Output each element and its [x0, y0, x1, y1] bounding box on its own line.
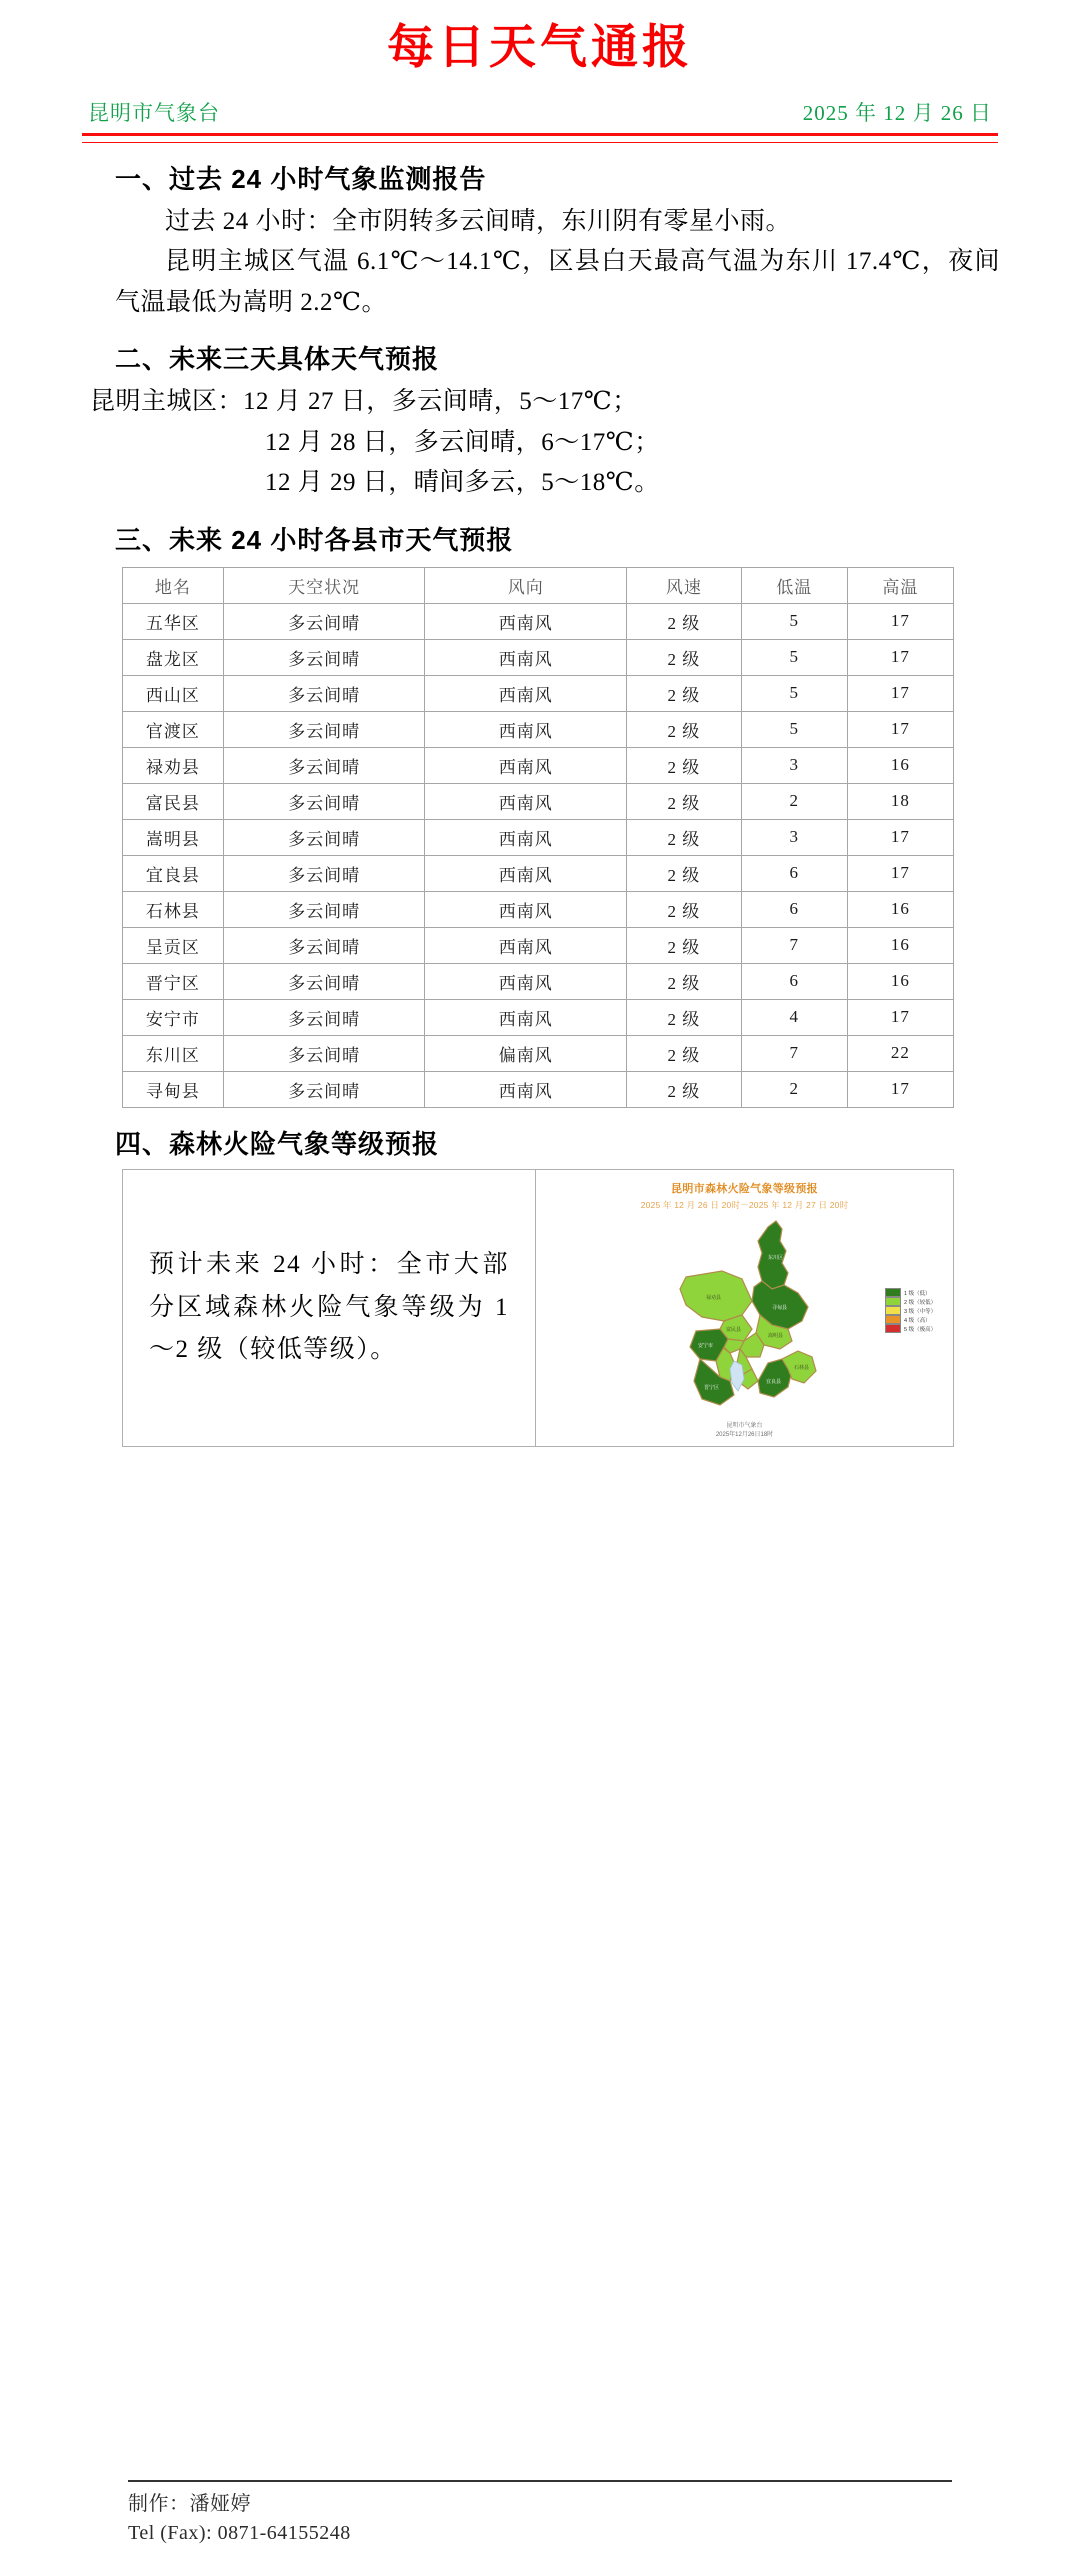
- table-row: [123, 963, 954, 999]
- cell-sky: 多云间晴: [223, 855, 425, 891]
- legend-label: 4 级（高）: [904, 1317, 931, 1324]
- section-1-heading: 一、过去 24 小时气象监测报告: [115, 163, 487, 194]
- issuer-name: 昆明市气象台: [88, 100, 220, 125]
- cell-low-temp: 7: [741, 1035, 847, 1071]
- section-3-heading: 三、未来 24 小时各县市天气预报: [115, 524, 514, 555]
- cell-name: 官渡区: [123, 711, 224, 747]
- cell-high-temp: 18: [847, 783, 953, 819]
- cell-name: 五华区: [123, 603, 224, 639]
- table-row: [123, 855, 954, 891]
- fire-risk-text: 预计未来 24 小时：全市大部分区域森林火险气象等级为 1～2 级（较低等级）。: [149, 1251, 509, 1363]
- map-label-dongchuan: 东川区: [768, 1254, 784, 1261]
- cell-high-temp: 17: [847, 603, 953, 639]
- cell-name: 富民县: [123, 783, 224, 819]
- cell-high-temp: 17: [847, 999, 953, 1035]
- forecast-day-1: 12 月 27 日，多云间晴，5～17℃；: [243, 388, 638, 416]
- cell-sky: 多云间晴: [223, 963, 425, 999]
- cell-wind-speed: 2 级: [627, 999, 742, 1035]
- table-row: [123, 639, 954, 675]
- cell-wind-direction: 西南风: [425, 675, 627, 711]
- issuer-row: [60, 83, 1020, 133]
- footer-telephone: Tel (Fax): 0871-64155248: [128, 2522, 351, 2544]
- fire-risk-text-cell: [123, 1170, 536, 1446]
- cell-name: 西山区: [123, 675, 224, 711]
- map-title: 昆明市森林火险气象等级预报: [671, 1182, 818, 1195]
- legend-swatch: [885, 1324, 901, 1333]
- cell-name: 石林县: [123, 891, 224, 927]
- forecast-area-label: 昆明主城区：: [90, 388, 244, 416]
- section-2-heading: 二、未来三天具体天气预报: [115, 344, 440, 375]
- header-divider: [82, 133, 998, 143]
- cell-wind-speed: 2 级: [627, 603, 742, 639]
- cell-low-temp: 5: [741, 639, 847, 675]
- legend-swatch: [885, 1297, 901, 1306]
- cell-wind-direction: 偏南风: [425, 1035, 627, 1071]
- column-header-high-temp: 高温: [847, 567, 953, 603]
- legend-label: 3 级（中等）: [904, 1308, 937, 1315]
- table-header: [123, 567, 954, 603]
- cell-wind-speed: 2 级: [627, 819, 742, 855]
- table-row: [123, 603, 954, 639]
- map-label-songming: 嵩明县: [768, 1332, 784, 1339]
- fire-risk-map-cell: [536, 1170, 953, 1446]
- cell-name: 盘龙区: [123, 639, 224, 675]
- section-4-heading: 四、森林火险气象等级预报: [115, 1128, 440, 1159]
- cell-wind-direction: 西南风: [425, 639, 627, 675]
- cell-wind-speed: 2 级: [627, 1071, 742, 1107]
- cell-high-temp: 16: [847, 963, 953, 999]
- three-day-forecast: [90, 382, 1000, 504]
- forecast-day-2: 12 月 28 日，多云间晴，6～17℃；: [265, 428, 660, 456]
- column-header-name: 地名: [123, 567, 224, 603]
- footer-divider: [128, 2480, 952, 2482]
- cell-wind-speed: 2 级: [627, 747, 742, 783]
- legend-swatch: [885, 1315, 901, 1324]
- cell-wind-direction: 西南风: [425, 819, 627, 855]
- cell-wind-speed: 2 级: [627, 963, 742, 999]
- cell-low-temp: 5: [741, 603, 847, 639]
- table-row: [123, 675, 954, 711]
- cell-low-temp: 7: [741, 927, 847, 963]
- cell-high-temp: 16: [847, 747, 953, 783]
- cell-high-temp: 17: [847, 711, 953, 747]
- map-legend: [885, 1289, 937, 1334]
- forecast-day-3: 12 月 29 日，晴间多云，5～18℃。: [265, 469, 660, 497]
- cell-sky: 多云间晴: [223, 783, 425, 819]
- cell-sky: 多云间晴: [223, 927, 425, 963]
- cell-sky: 多云间晴: [223, 1071, 425, 1107]
- cell-name: 晋宁区: [123, 963, 224, 999]
- cell-high-temp: 17: [847, 819, 953, 855]
- map-label-luquan: 禄劝县: [706, 1294, 722, 1301]
- cell-wind-speed: 2 级: [627, 639, 742, 675]
- cell-low-temp: 6: [741, 855, 847, 891]
- table-row: [123, 999, 954, 1035]
- cell-wind-speed: 2 级: [627, 891, 742, 927]
- map-label-shilin: 石林县: [794, 1364, 810, 1371]
- cell-wind-speed: 2 级: [627, 711, 742, 747]
- cell-high-temp: 16: [847, 891, 953, 927]
- legend-item: [885, 1316, 937, 1324]
- cell-low-temp: 2: [741, 783, 847, 819]
- cell-name: 呈贡区: [123, 927, 224, 963]
- cell-name: 安宁市: [123, 999, 224, 1035]
- table-row: [123, 711, 954, 747]
- map-label-xundian: 寻甸县: [772, 1304, 788, 1311]
- map-label-jinning: 晋宁区: [704, 1384, 720, 1391]
- cell-high-temp: 17: [847, 639, 953, 675]
- table-body: [123, 603, 954, 1107]
- cell-sky: 多云间晴: [223, 747, 425, 783]
- cell-sky: 多云间晴: [223, 639, 425, 675]
- issue-date: 2025 年 12 月 26 日: [802, 100, 992, 125]
- cell-wind-direction: 西南风: [425, 891, 627, 927]
- cell-low-temp: 4: [741, 999, 847, 1035]
- table-header-row: [123, 567, 954, 603]
- legend-label: 2 级（较低）: [904, 1299, 937, 1306]
- cell-wind-direction: 西南风: [425, 963, 627, 999]
- legend-item: [885, 1298, 937, 1306]
- column-header-low-temp: 低温: [741, 567, 847, 603]
- table-row: [123, 747, 954, 783]
- legend-label: 1 级（低）: [904, 1290, 931, 1297]
- county-forecast-table: [122, 567, 954, 1108]
- cell-high-temp: 16: [847, 927, 953, 963]
- table-row: [123, 927, 954, 963]
- cell-wind-direction: 西南风: [425, 603, 627, 639]
- cell-wind-speed: 2 级: [627, 783, 742, 819]
- footer: [0, 2480, 1080, 2548]
- cell-low-temp: 5: [741, 711, 847, 747]
- legend-item: [885, 1325, 937, 1333]
- map-credit-line-1: 昆明市气象台: [726, 1423, 763, 1430]
- map-label-fumin: 富民县: [726, 1326, 742, 1333]
- cell-high-temp: 17: [847, 675, 953, 711]
- masthead: [60, 0, 1020, 83]
- footer-producer: 制作：潘娅婷: [128, 2493, 251, 2515]
- column-header-wind-speed: 风速: [627, 567, 742, 603]
- cell-wind-speed: 2 级: [627, 927, 742, 963]
- cell-name: 寻甸县: [123, 1071, 224, 1107]
- map-label-anning: 安宁市: [698, 1342, 714, 1349]
- cell-name: 宜良县: [123, 855, 224, 891]
- map-canvas: [536, 1211, 953, 1416]
- table-row: [123, 1035, 954, 1071]
- map-credit: [536, 1422, 953, 1439]
- section-1-paragraph-2: 昆明主城区气温 6.1℃～14.1℃，区县白天最高气温为东川 17.4℃，夜间气温最低为嵩明 2.2℃。: [115, 248, 1000, 316]
- cell-wind-direction: 西南风: [425, 711, 627, 747]
- column-header-wind-direction: 风向: [425, 567, 627, 603]
- cell-high-temp: 17: [847, 1071, 953, 1107]
- table-row: [123, 819, 954, 855]
- legend-swatch: [885, 1306, 901, 1315]
- cell-name: 东川区: [123, 1035, 224, 1071]
- cell-sky: 多云间晴: [223, 675, 425, 711]
- cell-low-temp: 5: [741, 675, 847, 711]
- map-credit-line-2: 2025年12月26日18时: [715, 1432, 774, 1439]
- forecast-line-1: [90, 382, 1000, 423]
- cell-wind-direction: 西南风: [425, 783, 627, 819]
- cell-low-temp: 2: [741, 1071, 847, 1107]
- cell-sky: 多云间晴: [223, 603, 425, 639]
- page-title: 每日天气通报: [387, 20, 693, 73]
- cell-low-temp: 3: [741, 819, 847, 855]
- cell-sky: 多云间晴: [223, 999, 425, 1035]
- map-subtitle: 2025 年 12 月 26 日 20时－2025 年 12 月 27 日 20时: [640, 1199, 849, 1210]
- cell-wind-speed: 2 级: [627, 1035, 742, 1071]
- cell-sky: 多云间晴: [223, 819, 425, 855]
- cell-wind-direction: 西南风: [425, 855, 627, 891]
- section-1-paragraph-1: 过去 24 小时：全市阴转多云间晴，东川阴有零星小雨。: [165, 207, 792, 235]
- cell-wind-direction: 西南风: [425, 1071, 627, 1107]
- cell-high-temp: 17: [847, 855, 953, 891]
- table-row: [123, 1071, 954, 1107]
- cell-name: 嵩明县: [123, 819, 224, 855]
- cell-sky: 多云间晴: [223, 711, 425, 747]
- map-label-yiliang: 宜良县: [766, 1378, 782, 1385]
- cell-name: 禄劝县: [123, 747, 224, 783]
- legend-item: [885, 1307, 937, 1315]
- cell-wind-speed: 2 级: [627, 675, 742, 711]
- cell-sky: 多云间晴: [223, 1035, 425, 1071]
- legend-swatch: [885, 1288, 901, 1297]
- legend-label: 5 级（极高）: [904, 1326, 937, 1333]
- cell-wind-direction: 西南风: [425, 927, 627, 963]
- cell-wind-speed: 2 级: [627, 855, 742, 891]
- cell-low-temp: 6: [741, 963, 847, 999]
- legend-item: [885, 1289, 937, 1297]
- cell-wind-direction: 西南风: [425, 999, 627, 1035]
- cell-low-temp: 6: [741, 891, 847, 927]
- table-row: [123, 891, 954, 927]
- cell-high-temp: 22: [847, 1035, 953, 1071]
- cell-sky: 多云间晴: [223, 891, 425, 927]
- cell-wind-direction: 西南风: [425, 747, 627, 783]
- cell-low-temp: 3: [741, 747, 847, 783]
- table-row: [123, 783, 954, 819]
- fire-risk-panel: [122, 1169, 954, 1447]
- column-header-sky: 天空状况: [223, 567, 425, 603]
